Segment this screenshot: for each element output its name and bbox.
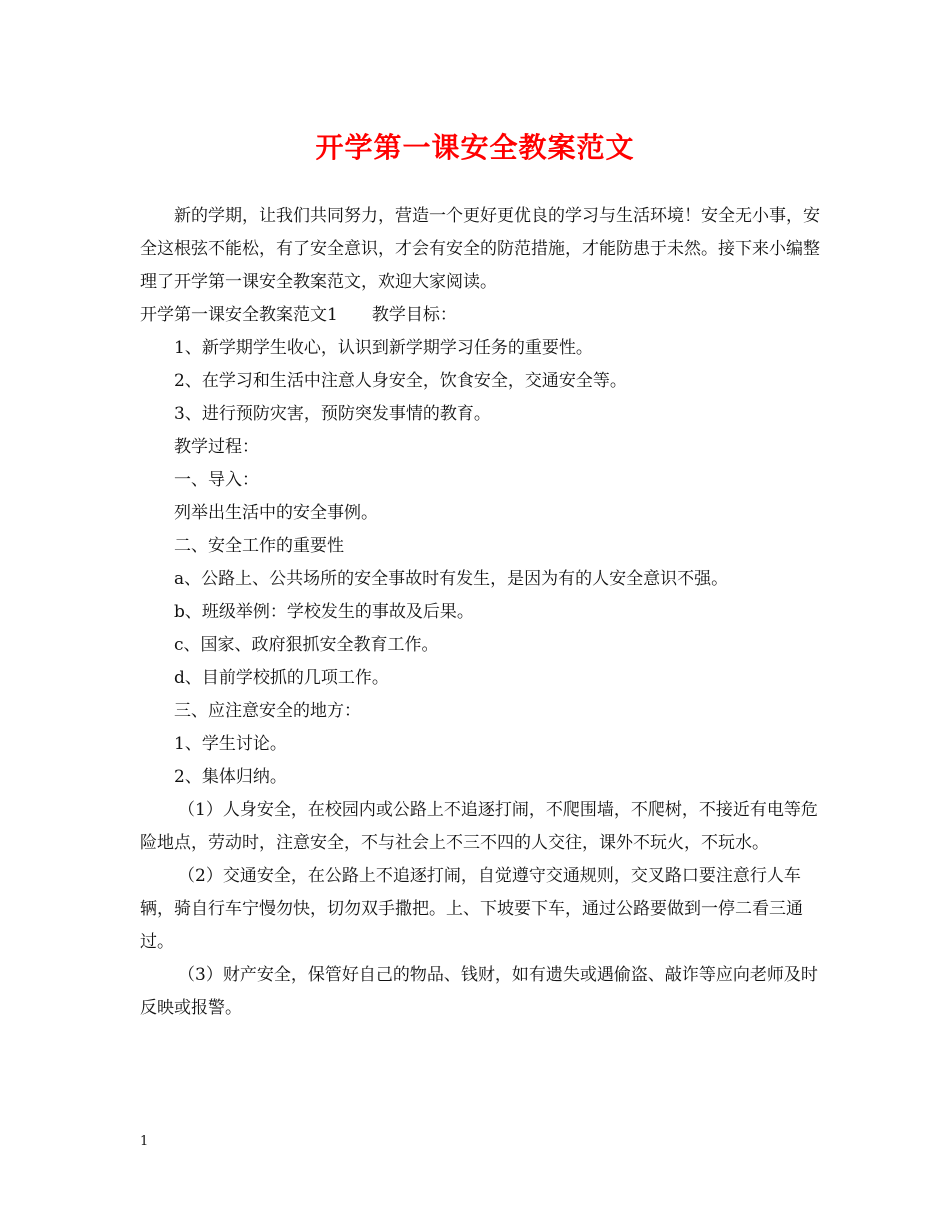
section-item: c、国家、政府狠抓安全教育工作。 [174, 635, 439, 655]
section-item: d、目前学校抓的几项工作。 [174, 668, 389, 688]
document-body [140, 200, 820, 1025]
section-item: 1、学生讨论。 [174, 734, 287, 754]
page-number: 1 [140, 1134, 149, 1149]
section-item: b、班级举例：学校发生的事故及后果。 [174, 602, 474, 622]
section-item: a、公路上、公共场所的安全事故时有发生，是因为有的人安全意识不强。 [174, 569, 729, 589]
detail-paragraph: （2）交通安全，在公路上不追逐打闹，自觉遵守交通规则，交叉路口要注意行人车辆，骑自行车宁慢勿快，切勿双手撒把。上、下坡要下车，通过公路要做到一停二看三通过。 [140, 866, 803, 952]
section-item: 2、集体归纳。 [174, 767, 287, 787]
lesson-heading-line: 开学第一课安全教案范文1 教学目标： [140, 305, 457, 325]
section-heading: 一、导入： [174, 470, 259, 490]
detail-paragraph: （3）财产安全，保管好自己的物品、钱财，如有遗失或遇偷盗、敲诈等应向老师及时反映或报警。 [140, 965, 818, 1018]
goal-item: 3、进行预防灾害，预防突发事情的教育。 [174, 404, 491, 424]
section-heading: 三、应注意安全的地方： [174, 701, 361, 721]
goal-item: 1、新学期学生收心，认识到新学期学习任务的重要性。 [174, 338, 593, 358]
section-heading: 二、安全工作的重要性 [174, 536, 344, 556]
intro-paragraph: 新的学期，让我们共同努力，营造一个更好更优良的学习与生活环境！安全无小事，安全这根弦不能松，有了安全意识，才会有安全的防范措施，才能防患于未然。接下来小编整理了开学第一课安全教案范文，欢迎大家阅读。 [140, 206, 820, 292]
detail-paragraph: （1）人身安全，在校园内或公路上不追逐打闹，不爬围墙，不爬树，不接近有电等危险地点，劳动时，注意安全，不与社会上不三不四的人交往，课外不玩火，不玩水。 [140, 800, 818, 853]
section-text: 列举出生活中的安全事例。 [174, 503, 378, 523]
process-heading: 教学过程： [174, 437, 259, 457]
document-title: 开学第一课安全教案范文 [315, 131, 635, 164]
goal-item: 2、在学习和生活中注意人身安全，饮食安全，交通安全等。 [174, 371, 627, 391]
